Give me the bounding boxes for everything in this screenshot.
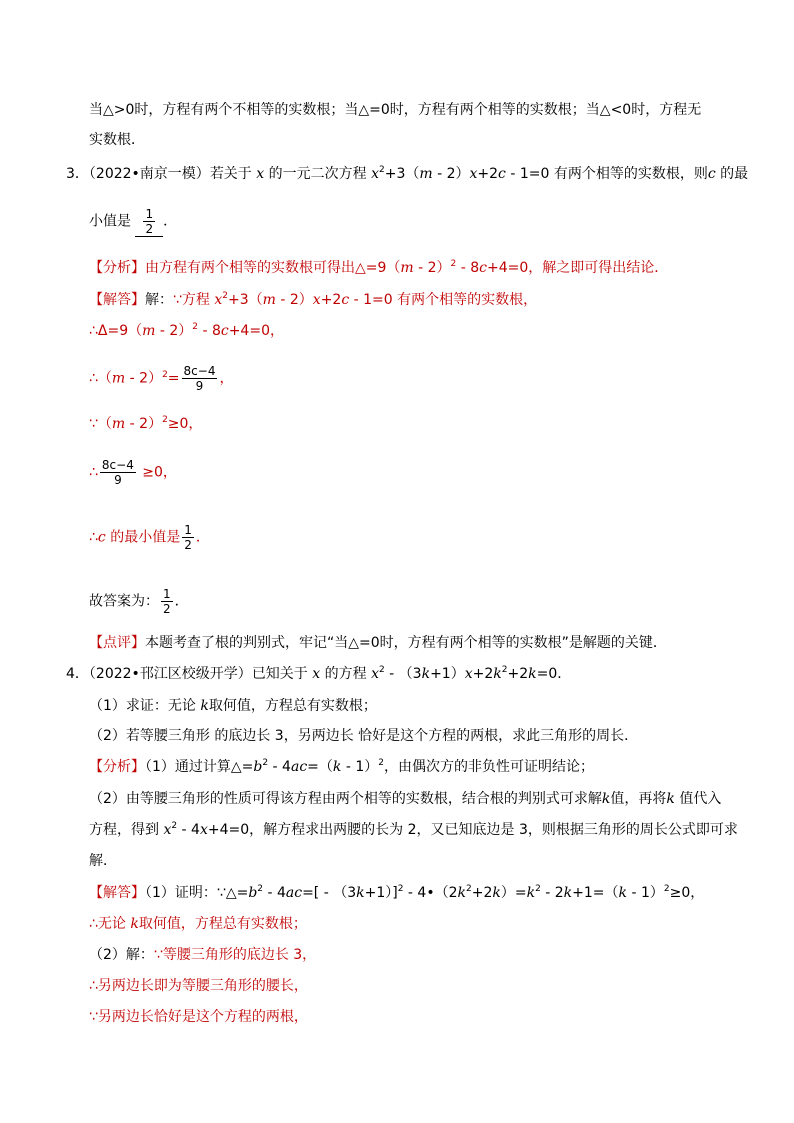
intro-line-2: 实数根． <box>89 132 145 148</box>
solution-tag: 【解答】 <box>89 292 145 308</box>
q3-comment: 【点评】本题考查了根的判别式，牢记“当△=0时，方程有两个相等的实数根”是解题的关键． <box>89 635 667 651</box>
q4-solution-1: 【解答】（1）证明：$\because\triangle=b^2 - 4ac=[ - (3k+1)]^2$ - $4•(2k^2+2k)=k^2 - 2k+1=(k - 1)^2\ge 0$， <box>89 884 705 901</box>
intro-line-1: 当△>0时，方程有两个不相等的实数根；当△=0时，方程有两个相等的实数根；当△<0时，方程无 <box>89 102 702 118</box>
q3-answer-line: 故答案为： $\frac{1}{2}$ ． <box>89 587 189 616</box>
q3-step-4: ∴ $\frac{8c-4}{9}$ ≥0， <box>89 458 177 487</box>
q3-analysis: 【分析】由方程有两个相等的实数根可得出△=9（m - 2）$^2$ - 8c+4=0，解之即可得出结论． <box>89 259 669 276</box>
analysis-tag: 【分析】 <box>89 759 145 775</box>
q4-stem: 4．（2022•邗江区校级开学）已知关于 x 的方程 $x^2 - (3k+1)x+2k^2+2k=0$． <box>66 665 572 682</box>
q3-stem-line-2: 小值是 $\frac{1}{2}$ ． <box>89 207 178 236</box>
q4-analysis-4: 解． <box>89 853 117 869</box>
q4-solution-4: ∴另两边长即为等腰三角形的腰长， <box>89 978 308 994</box>
q3-answer-blank: $\frac{1}{2}$ <box>135 207 163 237</box>
comment-tag: 【点评】 <box>89 635 145 651</box>
solution-tag: 【解答】 <box>89 885 145 901</box>
q4-analysis-2: （2）由等腰三角形的性质可得该方程由两个相等的实数根，结合根的判别式可求解k值，再将k 值代入 <box>89 791 722 807</box>
q3-number: 3． <box>66 166 89 182</box>
analysis-tag: 【分析】 <box>89 260 145 276</box>
q3-solution-line-1: 【解答】解：∵方程 $x^2+3(m - 2)x+2c - 1=0$ 有两个相等的实数根， <box>89 291 538 308</box>
q4-analysis-1: 【分析】（1）通过计算$\triangle=b^2 - 4ac=(k - 1)^2$，由偶次方的非负性可证明结论； <box>89 758 594 775</box>
q3-step-3: ∵（m - 2）$^2$≥0， <box>89 415 203 432</box>
q4-analysis-3: 方程，得到 $x^2 - 4x+4=0$，解方程求出两腰的长为 2，又已知底边是 3，则根据三角形的周长公式即可求 <box>89 821 738 838</box>
q4-solution-2: ∴无论 k取何值，方程总有实数根； <box>89 916 307 932</box>
q3-stem-line-1: 3．（2022•南京一模）若关于 x 的一元二次方程 $x^2+3(m - 2)x+2c - 1=0$ 有两个相等的实数根，则c 的最 <box>66 165 749 182</box>
q4-solution-5: ∵另两边长恰好是这个方程的两根， <box>89 1009 308 1025</box>
q3-step-1: ∴Δ=9（m - 2）$^2$ - 8c+4=0， <box>89 322 284 339</box>
q3-step-2: ∴（m - 2）$^2$= $\frac{8c-4}{9}$ ， <box>89 364 234 393</box>
q4-solution-3: （2）解：∵等腰三角形的底边长 3， <box>89 947 317 963</box>
q3-source: （2022•南京一模） <box>88 166 210 182</box>
q4-number: 4． <box>66 666 89 682</box>
q4-part-2: （2）若等腰三角形 的底边长 3，另两边长 恰好是这个方程的两根，求此三角形的周长． <box>89 728 639 744</box>
q4-part-1: （1）求证：无论 k取何值，方程总有实数根； <box>89 698 377 714</box>
q3-step-5: ∴c 的最小值是 $\frac{1}{2}$ ． <box>89 523 210 552</box>
q4-source: （2022•邗江区校级开学） <box>88 666 252 682</box>
